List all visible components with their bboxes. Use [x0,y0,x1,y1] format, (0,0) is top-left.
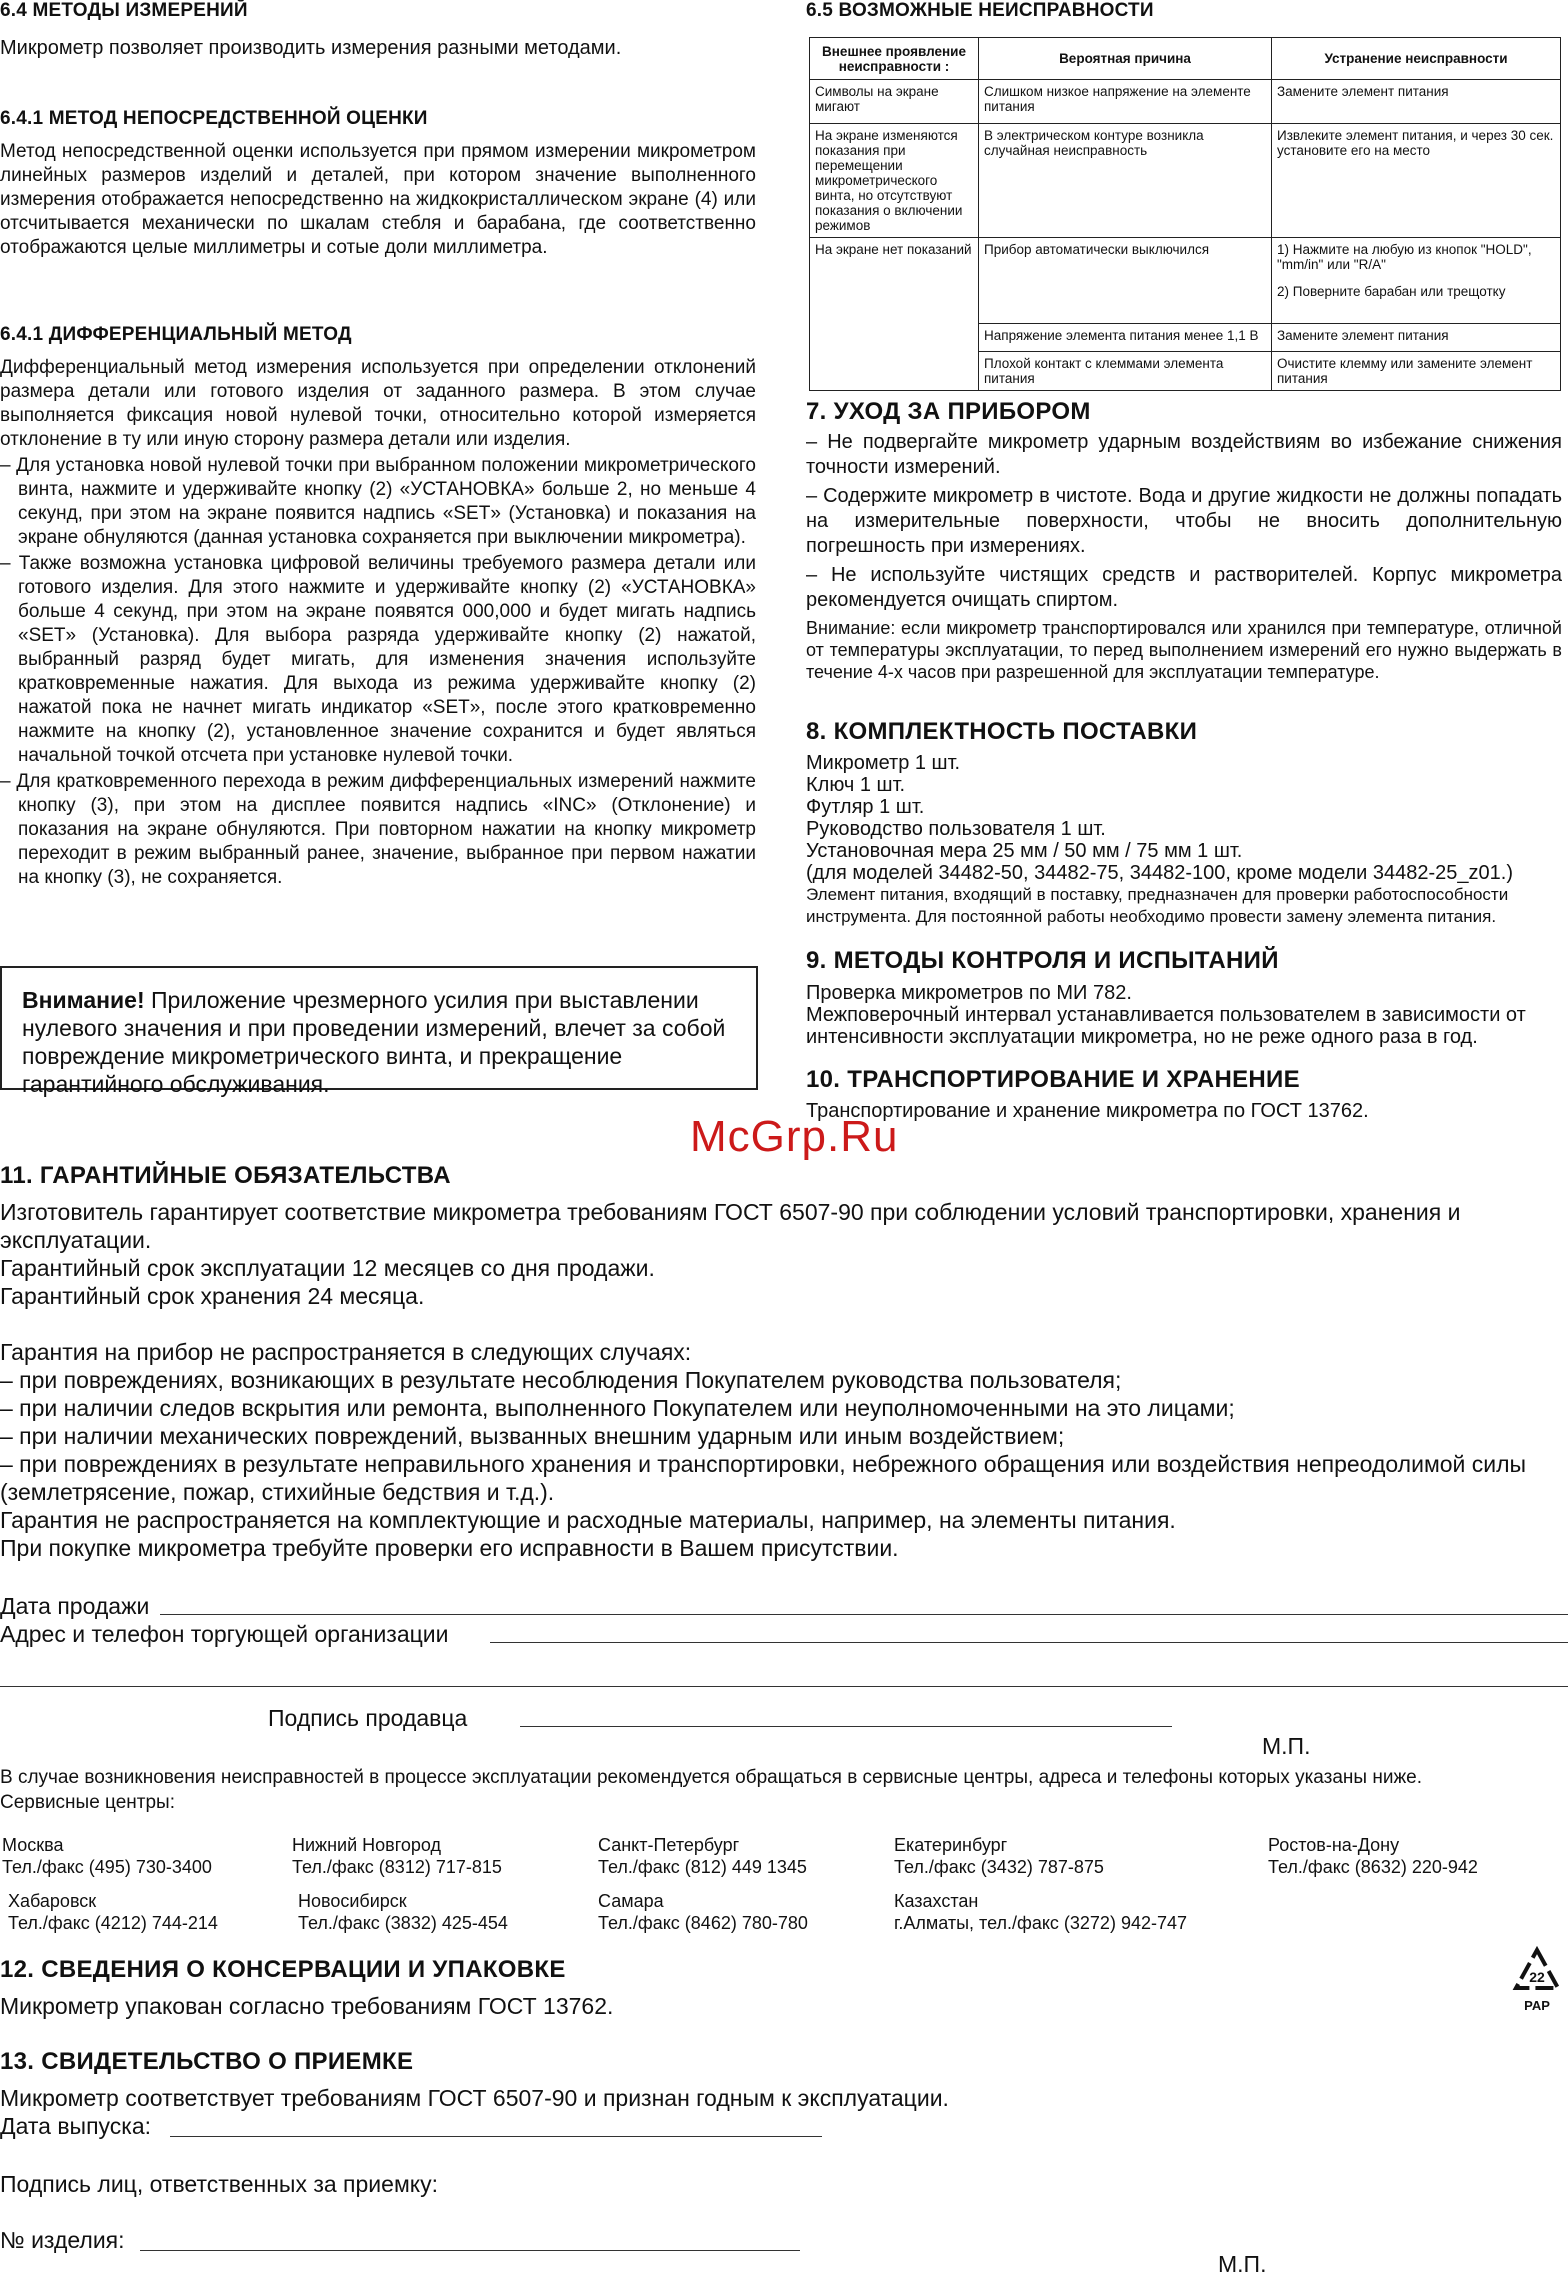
warranty-line: Гарантия на прибор не распространяется в следующих случаях: [0,1339,692,1365]
kit-item: Установочная мера 25 мм / 50 мм / 75 мм 1 шт. [806,840,1243,862]
section-12-text: Микрометр упакован согласно требованиям ГОСТ 13762. [0,1993,614,2019]
table-row [810,238,1561,324]
control-item-1: Проверка микрометров по МИ 782. [806,982,1132,1004]
service-center [2,1834,212,1878]
section-12-title: 12. СВЕДЕНИЯ О КОНСЕРВАЦИИ И УПАКОВКЕ [0,1956,566,1983]
section-6-4-title: 6.4 МЕТОДЫ ИЗМЕРЕНИЙ [0,0,248,21]
section-8-title: 8. КОМПЛЕКТНОСТЬ ПОСТАВКИ [806,718,1198,745]
care-item-2: – Содержите микрометр в чистоте. Вода и другие жидкости не должны попадать на измерительные поверхности, чтобы не вносить дополнительную погрешность при измерениях. [806,485,1562,557]
stamp-place-2: М.П. [1218,2251,1267,2277]
warranty-line: Гарантийный срок хранения 24 месяца. [0,1283,425,1309]
table-row [810,80,1561,124]
service-city: Екатеринбург [894,1835,1008,1855]
faults-header-cause: Вероятная причина [979,38,1272,80]
section-6-5-title: 6.5 ВОЗМОЖНЫЕ НЕИСПРАВНОСТИ [806,0,1154,21]
section-6-4-text: Микрометр позволяет производить измерения разными методами. [0,37,622,59]
diff-item-3: – Для кратковременного перехода в режим дифференциальных измерений нажмите кнопку (3), при этом на дисплее появится надпись «INC» (Отклонение) и показания на экране обнуляются. При повторном нажатии на кнопку микрометр переходит в режим выбранный ранее, значение, выбранное при первом нажатии на кнопку (3), не сохраняется. [0,771,756,888]
service-center [292,1834,502,1878]
table-cell: На экране нет показаний [810,238,979,391]
service-phone: г.Алматы, тел./факс (3272) 942-747 [894,1913,1188,1933]
care-item-3: – Не используйте чистящих средств и растворителей. Корпус микрометра рекомендуется очищать спиртом. [806,564,1562,611]
table-cell: На экране изменяются показания при перемещении микрометрического винта, но отсутствуют показания о включении режимов [810,124,979,238]
address-line-2[interactable] [0,1686,1568,1687]
address-line[interactable] [490,1642,1568,1643]
section-10-title: 10. ТРАНСПОРТИРОВАНИЕ И ХРАНЕНИЕ [806,1066,1300,1093]
table-cell: Символы на экране мигают [810,80,979,124]
warranty-line: – при повреждениях в результате неправильного хранения и транспортировки, небрежного обращения или воздействия непреодолимой силы (землетрясение, пожар, стихийные бедствия и т.д.). [0,1451,1527,1505]
section-8-body [806,752,1566,928]
care-note: Внимание: если микрометр транспортировался или хранился при температуре, отличной от температуры эксплуатации, то перед выполнением измерений его нужно выдержать в течение 4-х часов при разрешенной для эксплуатации температуре. [806,618,1562,682]
table-cell: Очистите клемму или замените элемент питания [1272,352,1561,391]
warranty-line: – при наличии механических повреждений, вызванных внешним ударным или иным воздействием; [0,1423,1065,1449]
section-6-4-1-direct-text: Метод непосредственной оценки используется при прямом измерении микрометром линейных размеров изделий и деталей, при котором значение выполненного измерения отображается непосредственно на жидкокристаллическом экране (4) или отсчитывается механически по шкалам стебля и барабана, где соответственно отображаются целые миллиметры и сотые доли миллиметра. [0,141,756,258]
warning-box [0,966,758,1097]
warranty-line: Гарантийный срок эксплуатации 12 месяцев со дня продажи. [0,1255,655,1281]
service-city: Новосибирск [298,1891,407,1911]
product-number-label: № изделия: [0,2227,125,2253]
section-10-text: Транспортирование и хранение микрометра по ГОСТ 13762. [806,1100,1369,1122]
table-row [810,124,1561,238]
warranty-line: Гарантия не распространяется на комплектующие и расходные материалы, например, на элементы питания. [0,1507,1176,1533]
fix-step-2: 2) Поверните барабан или трещотку [1277,284,1506,299]
faults-header-symptom: Внешнее проявление неисправности : [810,38,979,80]
faults-table [809,37,1561,391]
recycle-code: PAP [1524,1998,1550,2013]
service-phone: Тел./факс (8632) 220-942 [1268,1857,1478,1877]
fix-step-1: 1) Нажмите на любую из кнопок "HOLD", "mm/in" или "R/A" [1277,242,1532,272]
service-city: Казахстан [894,1891,979,1911]
diff-item-2: – Также возможна установка цифровой величины требуемого размера детали или готового изделия. Для этого нажмите и удерживайте кнопку (2) «УСТАНОВКА» больше 4 секунд, при этом на экране появятся 000,000 и будет мигать надпись «SET» (Установка). Для выбора разряда удерживайте кнопку (2) нажатой, выбранный разряд будет мигать, для изменения значения используйте кратковременные нажатия. Для выхода из режима удерживайте кнопку (2) нажатой пока не начнет мигать индикатор «SET», после этого кратковременно нажмите на кнопку (2), установленное значение сохранится и будет являться начальной точкой отсчета при установке нулевой точки. [0,553,756,766]
service-note: В случае возникновения неисправностей в процессе эксплуатации рекомендуется обращаться в сервисные центры, адреса и телефоны которых указаны ниже. [0,1767,1423,1788]
diff-intro: Дифференциальный метод измерения используется при определении отклонений размера детали или готового изделия от заданного размера. В этом случае выполняется фиксация новой нулевой точки, относительно которой измеряется отклонение в ту или иную сторону размера детали или изделия. [0,357,756,450]
recycle-number: 22 [1529,1969,1545,1985]
service-phone: Тел./факс (8462) 780-780 [598,1913,808,1933]
service-phone: Тел./факс (495) 730-3400 [2,1857,212,1877]
service-city: Ростов-на-Дону [1268,1835,1400,1855]
section-9-body [806,982,1562,1048]
service-center [894,1890,1187,1934]
section-11-title: 11. ГАРАНТИЙНЫЕ ОБЯЗАТЕЛЬСТВА [0,1162,451,1189]
seller-sign-line[interactable] [520,1726,1172,1727]
recycle-icon [1512,1946,1562,2013]
service-phone: Тел./факс (3432) 787-875 [894,1857,1104,1877]
table-cell: Слишком низкое напряжение на элементе питания [979,80,1272,124]
kit-item: Микрометр 1 шт. [806,752,961,774]
table-cell: Замените элемент питания [1272,324,1561,352]
service-phone: Тел./факс (812) 449 1345 [598,1857,807,1877]
warranty-line: При покупке микрометра требуйте проверки его исправности в Вашем присутствии. [0,1535,899,1561]
table-cell [1272,238,1561,324]
service-center [894,1834,1104,1878]
care-item-1: – Не подвергайте микрометр ударным воздействиям во избежание снижения точности измерений. [806,431,1562,478]
section-7-body [806,430,1562,683]
seller-sign-label: Подпись продавца [268,1705,468,1731]
kit-item: (для моделей 34482-50, 34482-75, 34482-100, кроме модели 34482-25_z01.) [806,862,1513,884]
section-7-title: 7. УХОД ЗА ПРИБОРОМ [806,398,1091,425]
kit-note: Элемент питания, входящий в поставку, предназначен для проверки работоспособности инструмента. Для постоянной работы необходимо провести замену элемента питания. [806,885,1509,926]
table-cell: Плохой контакт с клеммами элемента питания [979,352,1272,391]
release-date-label: Дата выпуска: [0,2113,152,2139]
watermark: McGrp.Ru [690,1112,899,1161]
address-label: Адрес и телефон торгующей организации [0,1621,449,1647]
faults-header-fix: Устранение неисправности [1272,38,1561,80]
section-13-text: Микрометр соответствует требованиям ГОСТ 6507-90 и признан годным к эксплуатации. [0,2085,949,2111]
service-center [1268,1834,1478,1878]
table-cell: Извлеките элемент питания, и через 30 сек. установите его на место [1272,124,1561,238]
warranty-line: – при повреждениях, возникающих в результате несоблюдения Покупателем руководства пользователя; [0,1367,1122,1393]
service-center [598,1890,808,1934]
table-cell: В электрическом контуре возникла случайная неисправность [979,124,1272,238]
section-6-4-1-direct-title: 6.4.1 МЕТОД НЕПОСРЕДСТВЕННОЙ ОЦЕНКИ [0,108,428,129]
release-date-line[interactable] [170,2136,822,2137]
warranty-line: – при наличии следов вскрытия или ремонта, выполненного Покупателем или неуполномоченными на это лицами; [0,1395,1235,1421]
service-center [298,1890,508,1934]
section-9-title: 9. МЕТОДЫ КОНТРОЛЯ И ИСПЫТАНИЙ [806,947,1279,974]
service-title: Сервисные центры: [0,1792,175,1813]
service-center [598,1834,807,1878]
control-item-2: Межповерочный интервал устанавливается пользователем в зависимости от интенсивности эксплуатации микрометра, но не реже одного раза в год. [806,1004,1526,1048]
service-city: Хабаровск [8,1891,97,1911]
section-11-body [0,1198,1565,1562]
service-city: Москва [2,1835,64,1855]
section-6-4-1-diff-title: 6.4.1 ДИФФЕРЕНЦИАЛЬНЫЙ МЕТОД [0,324,352,345]
table-cell: Напряжение элемента питания менее 1,1 В [979,324,1272,352]
service-phone: Тел./факс (3832) 425-454 [298,1913,508,1933]
service-city: Самара [598,1891,664,1911]
kit-item: Ключ 1 шт. [806,774,906,796]
service-center [8,1890,218,1934]
section-13-title: 13. СВИДЕТЕЛЬСТВО О ПРИЕМКЕ [0,2048,414,2075]
service-phone: Тел./факс (8312) 717-815 [292,1857,502,1877]
sale-date-line[interactable] [160,1614,1568,1615]
service-city: Нижний Новгород [292,1835,442,1855]
diff-item-1: – Для установка новой нулевой точки при выбранном положении микрометрического винта, нажмите и удерживайте кнопку (2) «УСТАНОВКА» больше 2, но меньше 4 секунд, при этом на экране появится надпись «SET» (Установка) и показания на экране обнуляются (данная установка сохраняется при выключении микрометра). [0,455,756,548]
stamp-place-1: М.П. [1262,1733,1311,1759]
warranty-line: Изготовитель гарантирует соответствие микрометра требованиям ГОСТ 6507-90 при соблюдении условий транспортировки, хранения и эксплуатации. [0,1199,1461,1253]
table-cell: Прибор автоматически выключился [979,238,1272,324]
warning-label: Внимание! [22,987,145,1013]
service-city: Санкт-Петербург [598,1835,740,1855]
kit-item: Футляр 1 шт. [806,796,925,818]
section-6-4-1-diff-body [0,356,756,890]
acceptance-sign-label: Подпись лиц, ответственных за приемку: [0,2171,438,2197]
sale-date-label: Дата продажи [0,1593,150,1619]
table-cell: Замените элемент питания [1272,80,1561,124]
kit-item: Руководство пользователя 1 шт. [806,818,1106,840]
product-number-line[interactable] [140,2250,800,2251]
warning-text: Приложение чрезмерного усилия при выставлении нулевого значения и при проведении измерений, влечет за собой повреждение микрометрического винта, и прекращение гарантийного обслуживания. [22,987,726,1097]
service-phone: Тел./факс (4212) 744-214 [8,1913,218,1933]
